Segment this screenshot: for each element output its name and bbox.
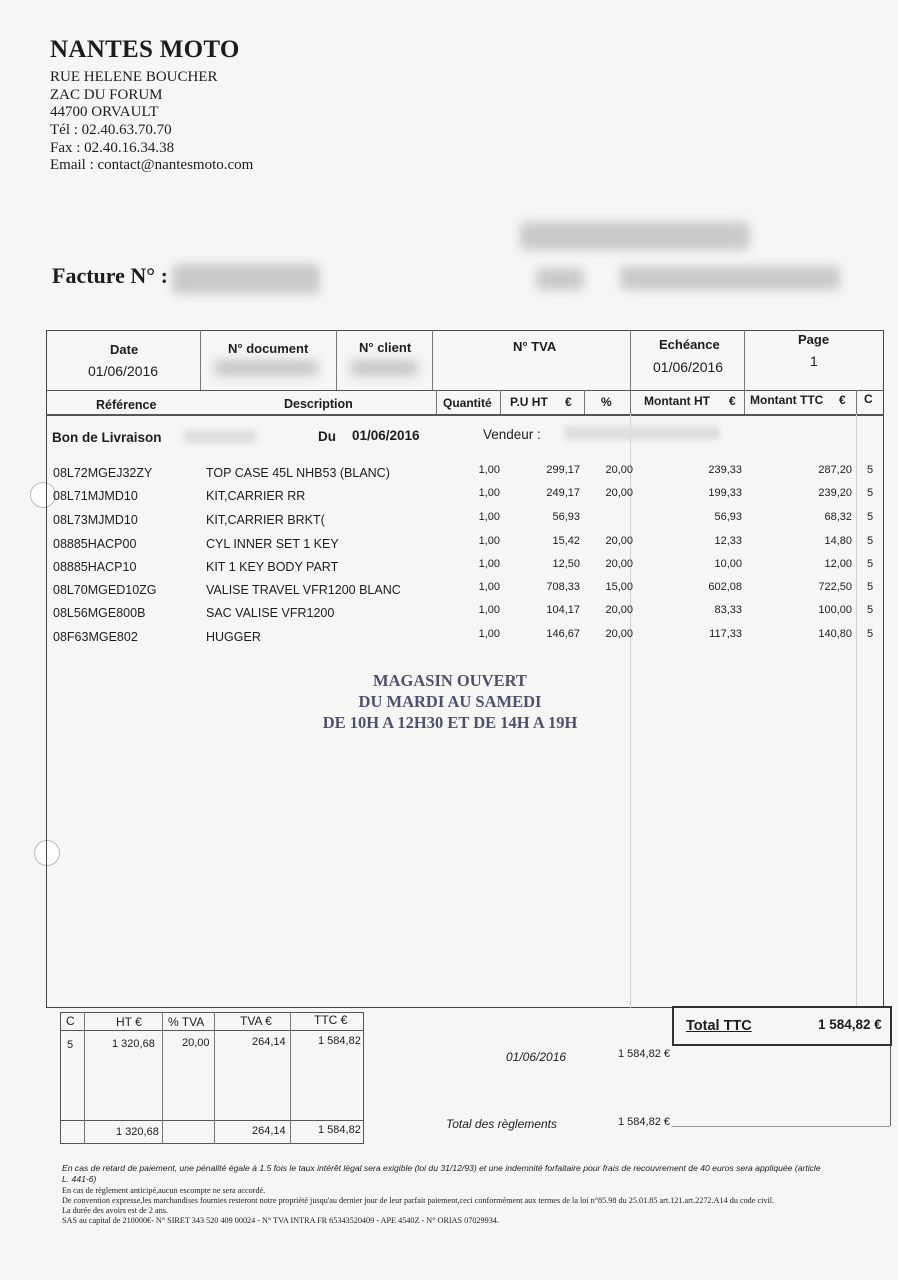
summary-separator [214,1012,215,1144]
store-hours-line: DU MARDI AU SAMEDI [358,692,542,711]
summary-col-tva: TVA € [240,1014,272,1028]
footer-legal-line: De convention expresse,les marchandises fournies resteront notre propriété jusqu'au dernier jour de leur parfait paiement,ceci conformément aux termes de la loi n°85.98 du 25.01.85 art.121.art.2272.A14 du code civil. [62,1196,775,1205]
line-reference: 08885HACP10 [53,560,137,574]
footer-company-identifiers: SAS au capital de 210000€- N° SIRET 343 520 409 00024 - N° TVA INTRA FR 65343520409 - APE 4540Z - N° ORIAS 07029934. [62,1216,499,1225]
summary-total-divider [60,1120,364,1121]
summary-col-pct-tva: % TVA [168,1015,205,1029]
line-reference: 08F63MGE802 [53,630,138,644]
redacted-delivery-number [184,430,256,444]
payment-date: 01/06/2016 [506,1050,567,1064]
line-amount-ht: 602,08 [708,581,742,593]
col-montant-ht-euro: € [729,394,736,408]
summary-col-ht: HT € [116,1015,142,1029]
col-quantite: Quantité [443,396,492,410]
redacted-document-number [214,360,318,376]
line-reference: 08L56MGE800B [53,606,146,620]
payment-total-amount: 1 584,82 € [618,1116,670,1128]
col-montant-ttc: Montant TTC [750,393,824,407]
line-amount-ht: 239,33 [708,464,742,476]
invoice-frame [46,330,884,1008]
line-amount-ht: 199,33 [708,487,742,499]
line-description: KIT,CARRIER BRKT( [206,513,325,527]
line-quantity: 1,00 [478,604,500,616]
footer-legal-line: En cas de règlement anticipé,aucun escompte ne sera accordé. [62,1186,266,1195]
col-montant-ht: Montant HT [644,394,710,408]
line-vat-percent: 20,00 [605,535,633,547]
line-unit-price: 249,17 [546,487,580,499]
header-separator [200,330,201,390]
vat-number-label: N° TVA [513,339,557,354]
line-reference: 08L71MJMD10 [53,489,138,503]
line-unit-price: 56,93 [552,511,580,523]
line-unit-price: 146,67 [546,628,580,640]
line-amount-ttc: 100,00 [818,604,852,616]
store-hours-line: MAGASIN OUVERT [373,671,527,690]
line-vat-code: 5 [867,558,874,570]
line-vat-percent: 20,00 [605,487,633,499]
line-amount-ht: 12,33 [714,535,742,547]
summary-row-tva: 264,14 [252,1036,286,1048]
line-description: CYL INNER SET 1 KEY [206,537,339,551]
line-reference: 08885HACP00 [53,537,137,551]
company-phone: Tél : 02.40.63.70.70 [50,122,172,138]
line-vat-code: 5 [867,487,874,499]
col-montant-ttc-euro: € [839,393,846,407]
line-quantity: 1,00 [478,581,500,593]
summary-separator [84,1012,85,1144]
summary-row-c: 5 [67,1039,74,1051]
summary-total-tva: 264,14 [252,1125,286,1137]
line-amount-ttc: 14,80 [824,535,852,547]
line-amount-ht: 10,00 [714,558,742,570]
line-reference: 08L73MJMD10 [53,513,138,527]
redacted-customer-city [620,266,840,290]
line-unit-price: 708,33 [546,581,580,593]
line-vat-percent: 20,00 [605,628,633,640]
line-quantity: 1,00 [478,487,500,499]
columns-divider [46,414,884,416]
document-number-label: N° document [228,341,309,356]
payment-total-label: Total des règlements [446,1117,557,1131]
client-number-label: N° client [359,340,412,355]
line-vat-percent: 15,00 [605,581,633,593]
company-email: Email : contact@nantesmoto.com [50,157,254,173]
company-address-line: ZAC DU FORUM [50,87,163,103]
col-reference: Référence [96,398,157,412]
page-value: 1 [810,353,818,369]
footer-legal-line: En cas de retard de paiement, une pénalité égale à 1.5 fois le taux intérêt légal sera exigible (loi du 31/12/93) et une indemnité forfaitaire pour frais de recouvrement de 40 euros sera appliquée (article [62,1163,821,1173]
payment-box-bottom [672,1126,890,1127]
col-percent: % [601,395,612,409]
line-amount-ttc: 722,50 [818,581,852,593]
line-description: SAC VALISE VFR1200 [206,606,335,620]
line-vat-percent: 20,00 [605,558,633,570]
line-vat-code: 5 [867,511,874,523]
summary-separator [162,1012,163,1144]
line-unit-price: 12,50 [552,558,580,570]
line-amount-ttc: 12,00 [824,558,852,570]
line-quantity: 1,00 [478,628,500,640]
delivery-date: 01/06/2016 [352,428,420,443]
line-description: VALISE TRAVEL VFR1200 BLANC [206,583,401,597]
line-amount-ht: 56,93 [714,511,742,523]
line-unit-price: 104,17 [546,604,580,616]
column-separator [584,390,585,414]
line-quantity: 1,00 [478,558,500,570]
page-label: Page [798,332,830,347]
line-reference: 08L72MGEJ32ZY [53,466,153,480]
line-amount-ttc: 239,20 [818,487,852,499]
summary-total-ht: 1 320,68 [116,1126,159,1138]
vendeur-label: Vendeur : [483,427,541,442]
summary-row-ht: 1 320,68 [112,1038,155,1050]
date-label: Date [110,342,139,357]
footer-legal-line: L. 441-6) [62,1174,97,1184]
line-quantity: 1,00 [478,535,500,547]
line-vat-percent: 20,00 [605,604,633,616]
line-vat-percent: 20,00 [605,464,633,476]
line-amount-ht: 83,33 [714,604,742,616]
redacted-customer-name [520,222,750,250]
line-vat-code: 5 [867,581,874,593]
company-fax: Fax : 02.40.16.34.38 [50,140,175,156]
total-ttc-value: 1 584,82 € [818,1017,882,1032]
column-separator [856,390,857,414]
line-vat-code: 5 [867,604,874,616]
line-description: HUGGER [206,630,261,644]
line-unit-price: 299,17 [546,464,580,476]
header-separator [630,330,631,390]
redacted-client-number [350,360,418,376]
delivery-du-label: Du [318,429,336,444]
redacted-vendeur [564,426,720,440]
company-address-line: RUE HELENE BOUCHER [50,69,218,85]
date-value: 01/06/2016 [88,363,159,379]
line-description: KIT,CARRIER RR [206,489,306,503]
due-date-label: Echéance [659,337,720,352]
payment-amount: 1 584,82 € [618,1048,670,1060]
redacted-invoice-number [172,264,320,294]
summary-row-pct-tva: 20,00 [182,1037,210,1049]
col-pu-ht: P.U HT [510,395,548,409]
line-amount-ttc: 140,80 [818,628,852,640]
header-separator [744,330,745,390]
line-amount-ht: 117,33 [709,628,742,640]
line-description: TOP CASE 45L NHB53 (BLANC) [206,466,390,480]
column-separator [500,390,501,414]
line-amount-ttc: 68,32 [824,511,852,523]
delivery-label: Bon de Livraison [52,430,162,445]
line-vat-code: 5 [867,628,874,640]
header-separator [432,330,433,390]
column-separator [436,390,437,414]
footer-legal-line: La durée des avoirs est de 2 ans. [62,1206,168,1215]
invoice-title: Facture N° : [52,263,168,288]
summary-row-ttc: 1 584,82 [318,1035,361,1047]
line-amount-ttc: 287,20 [818,464,852,476]
line-vat-code: 5 [867,464,874,476]
col-pu-euro: € [565,395,572,409]
summary-separator [290,1012,291,1144]
store-hours-line: DE 10H A 12H30 ET DE 14H A 19H [322,713,578,732]
col-c: C [864,392,873,406]
summary-header-divider [60,1030,364,1031]
line-vat-code: 5 [867,535,874,547]
column-separator [744,390,745,414]
summary-total-ttc: 1 584,82 [318,1124,361,1136]
line-quantity: 1,00 [478,511,500,523]
line-description: KIT 1 KEY BODY PART [206,560,339,574]
line-unit-price: 15,42 [552,535,580,547]
redacted-customer-address [536,268,584,290]
company-address-line: 44700 ORVAULT [50,104,159,120]
summary-col-ttc: TTC € [314,1013,348,1027]
company-name: NANTES MOTO [50,36,240,63]
line-quantity: 1,00 [478,464,500,476]
summary-col-c: C [66,1014,75,1028]
header-divider [46,390,884,391]
header-separator [336,330,337,390]
total-ttc-label: Total TTC [686,1018,752,1034]
col-description: Description [284,397,353,411]
body-separator [856,414,857,1008]
column-separator [630,390,631,414]
line-reference: 08L70MGED10ZG [53,583,157,597]
payment-box-right [890,1046,891,1126]
due-date-value: 01/06/2016 [653,359,724,375]
